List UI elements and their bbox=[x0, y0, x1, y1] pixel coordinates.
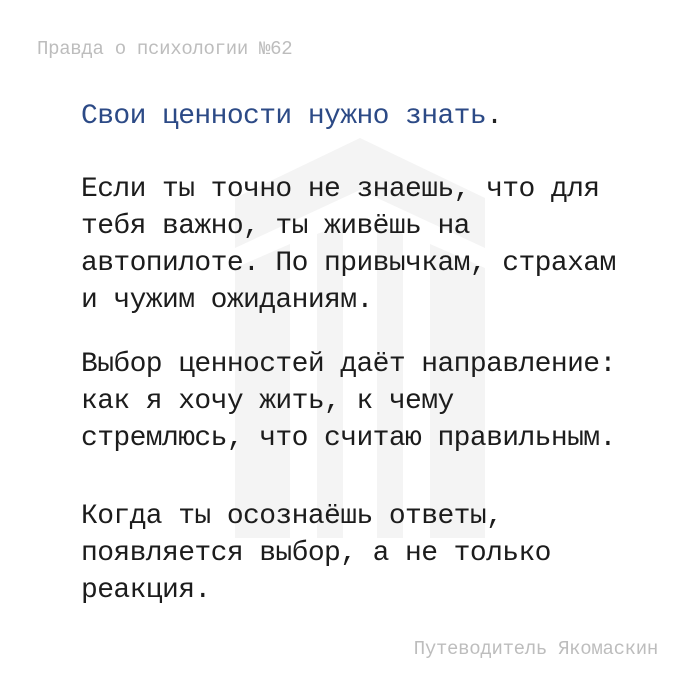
paragraph-line: автопилоте. По привычкам, страхам bbox=[81, 248, 616, 279]
paragraph-line: Если ты точно не знаешь, что для bbox=[81, 174, 600, 205]
paragraph-line: Когда ты осознаёшь ответы, bbox=[81, 501, 503, 532]
paragraph-choice bbox=[81, 498, 551, 609]
headline-period: . bbox=[486, 101, 503, 132]
paragraph-line: и чужим ожиданиям. bbox=[81, 285, 373, 316]
series-title: Правда о психологии №62 bbox=[37, 38, 293, 60]
paragraph-direction bbox=[81, 346, 616, 457]
paragraph-line: как я хочу жить, к чему bbox=[81, 386, 454, 417]
paragraph-line: появляется выбор, а не только bbox=[81, 538, 551, 569]
headline-text: Свои ценности нужно знать bbox=[81, 101, 487, 132]
paragraph-line: стремлюсь, что считаю правильным. bbox=[81, 423, 616, 454]
paragraph-autopilot bbox=[81, 171, 616, 319]
author-signature: Путеводитель Якомаскин bbox=[413, 638, 658, 660]
headline bbox=[81, 100, 502, 134]
paragraph-line: Выбор ценностей даёт направление: bbox=[81, 349, 616, 380]
paragraph-line: реакция. bbox=[81, 575, 211, 606]
paragraph-line: тебя важно, ты живёшь на bbox=[81, 211, 470, 242]
